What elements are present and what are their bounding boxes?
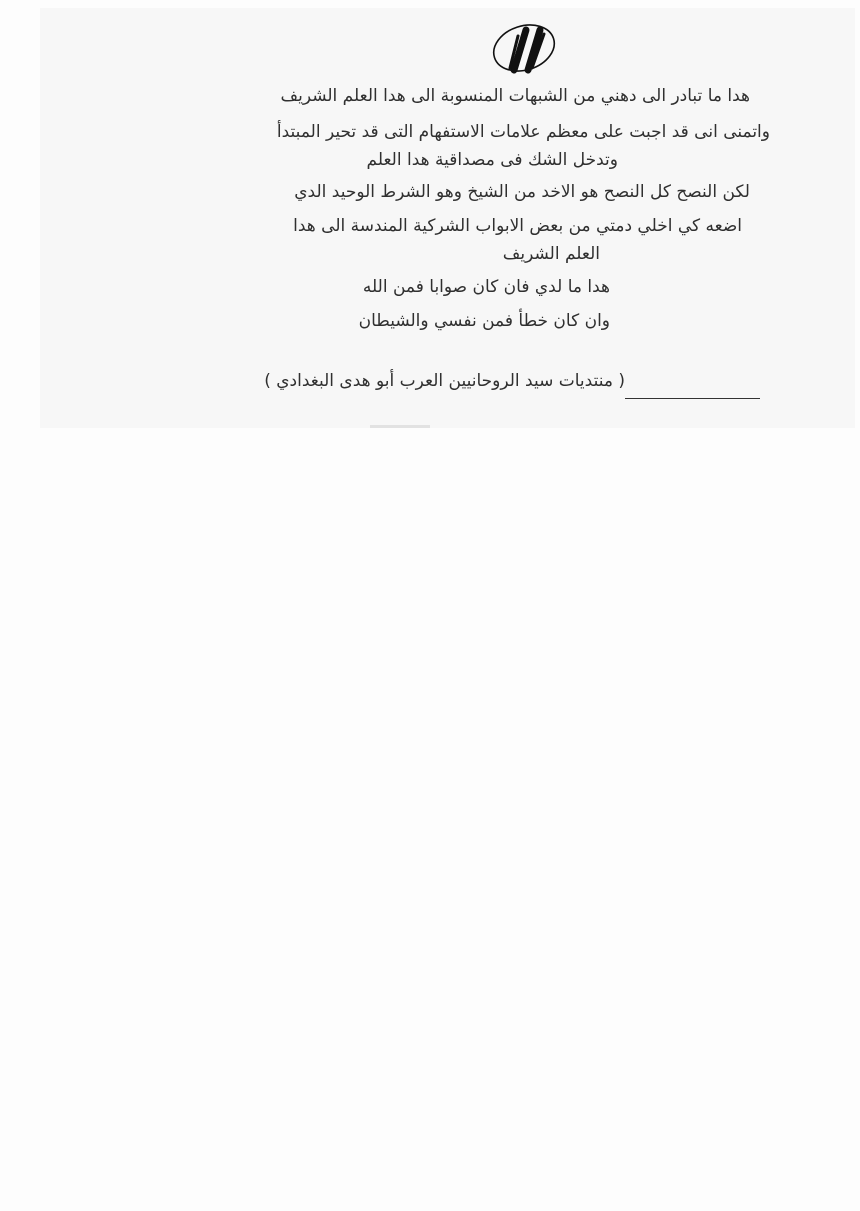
text-line: اضعه كي اخلي دمتي من بعض الابواب الشركية المندسة الى هدا xyxy=(293,216,742,236)
signature-underline xyxy=(625,398,760,399)
text-line: هدا ما تبادر الى دهني من الشبهات المنسوبة الى هدا العلم الشريف xyxy=(280,86,750,106)
page-number-mark xyxy=(488,18,560,80)
text-line: العلم الشريف xyxy=(502,244,600,264)
text-line: واتمنى انى قد اجبت على معظم علامات الاستفهام التى قد تحير المبتدأ xyxy=(276,122,770,142)
fold-mark xyxy=(370,425,430,428)
signature-line xyxy=(165,369,760,403)
signature-text: ( منتديات سيد الروحانيين العرب أبو هدى البغدادي ) xyxy=(264,371,625,391)
text-line: هدا ما لدي فان كان صوابا فمن الله xyxy=(362,277,610,297)
page-number-text: 11 xyxy=(488,18,489,19)
text-line: وان كان خطأ فمن نفسي والشيطان xyxy=(358,311,610,331)
text-line: لكن النصح كل النصح هو الاخد من الشيخ وهو الشرط الوحيد الدي xyxy=(294,182,750,202)
text-line: وتدخل الشك فى مصداقية هدا العلم xyxy=(366,150,618,170)
